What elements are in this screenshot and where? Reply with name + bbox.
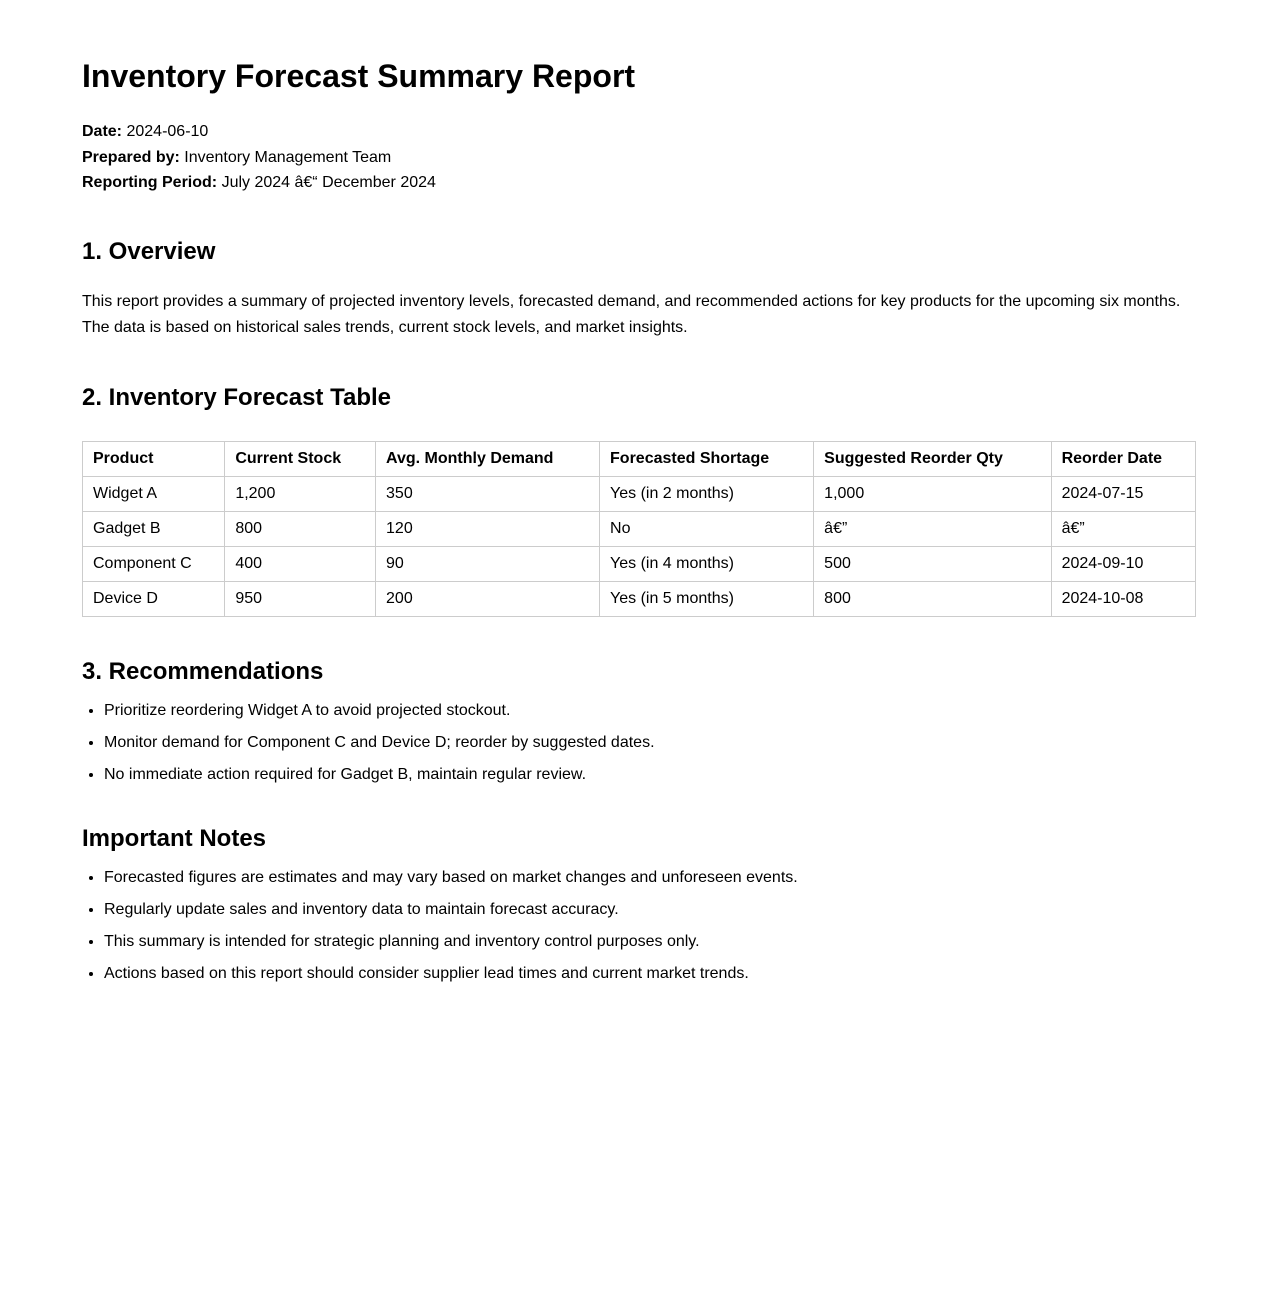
list-item: • Forecasted figures are estimates and may vary based on market changes and unforeseen events. <box>104 868 1196 888</box>
cell-current-stock: 400 <box>225 546 376 581</box>
cell-forecasted-shortage: No <box>600 511 814 546</box>
overview-text: This report provides a summary of projected inventory levels, forecasted demand, and recommended actions for key products for the upcoming six months. The data is based on historical sales trends, current stock levels, and market insights. <box>82 292 1181 336</box>
cell-current-stock: 1,200 <box>225 476 376 511</box>
table-row <box>83 476 1196 511</box>
meta-date-value: 2024-06-10 <box>126 123 209 140</box>
notes-list <box>82 868 1196 984</box>
notes-heading: Important Notes <box>82 824 267 852</box>
forecast-table-section <box>82 383 1196 617</box>
table-row <box>83 581 1196 616</box>
list-item: • No immediate action required for Gadget B, maintain regular review. <box>104 765 1196 785</box>
cell-suggested-reorder-qty: â€” <box>814 511 1051 546</box>
forecast-table-heading: 2. Inventory Forecast Table <box>82 383 391 411</box>
meta-date-label: Date: <box>82 123 123 140</box>
cell-current-stock: 800 <box>225 511 376 546</box>
cell-reorder-date: 2024-09-10 <box>1051 546 1195 581</box>
report-meta <box>82 119 1196 196</box>
column-header-avg-monthly-demand: Avg. Monthly Demand <box>376 441 600 476</box>
column-header-reorder-date: Reorder Date <box>1051 441 1195 476</box>
recommendations-section <box>82 657 1196 785</box>
cell-forecasted-shortage: Yes (in 2 months) <box>600 476 814 511</box>
cell-product: Device D <box>83 581 225 616</box>
cell-avg-monthly-demand: 90 <box>376 546 600 581</box>
recommendations-list <box>82 701 1196 785</box>
column-header-suggested-reorder-qty: Suggested Reorder Qty <box>814 441 1051 476</box>
recommendations-heading: 3. Recommendations <box>82 657 324 685</box>
table-header-row <box>83 441 1196 476</box>
list-item: • Actions based on this report should consider supplier lead times and current market trends. <box>104 964 1196 984</box>
cell-product: Widget A <box>83 476 225 511</box>
cell-suggested-reorder-qty: 800 <box>814 581 1051 616</box>
meta-prepared-by <box>82 145 1196 171</box>
cell-forecasted-shortage: Yes (in 5 months) <box>600 581 814 616</box>
cell-reorder-date: 2024-07-15 <box>1051 476 1195 511</box>
meta-reporting-period <box>82 170 1196 196</box>
overview-heading: 1. Overview <box>82 237 216 265</box>
meta-prepared-label: Prepared by: <box>82 148 180 166</box>
cell-avg-monthly-demand: 200 <box>376 581 600 616</box>
meta-date <box>82 119 1196 145</box>
list-item: • Regularly update sales and inventory data to maintain forecast accuracy. <box>104 900 1196 920</box>
meta-period-label: Reporting Period: <box>82 174 218 191</box>
table-row <box>83 511 1196 546</box>
cell-current-stock: 950 <box>225 581 376 616</box>
forecast-table <box>82 441 1196 617</box>
cell-reorder-date: 2024-10-08 <box>1051 581 1195 616</box>
list-item: • This summary is intended for strategic planning and inventory control purposes only. <box>104 932 1196 952</box>
cell-forecasted-shortage: Yes (in 4 months) <box>600 546 814 581</box>
cell-product: Component C <box>83 546 225 581</box>
cell-avg-monthly-demand: 350 <box>376 476 600 511</box>
cell-avg-monthly-demand: 120 <box>376 511 600 546</box>
table-row <box>83 546 1196 581</box>
page-title: Inventory Forecast Summary Report <box>82 58 636 94</box>
column-header-forecasted-shortage: Forecasted Shortage <box>600 441 814 476</box>
overview-section <box>82 237 1196 341</box>
column-header-current-stock: Current Stock <box>225 441 376 476</box>
cell-suggested-reorder-qty: 1,000 <box>814 476 1051 511</box>
column-header-product: Product <box>83 441 225 476</box>
cell-product: Gadget B <box>83 511 225 546</box>
meta-prepared-value: Inventory Management Team <box>184 148 392 166</box>
list-item: • Monitor demand for Component C and Device D; reorder by suggested dates. <box>104 733 1196 753</box>
cell-suggested-reorder-qty: 500 <box>814 546 1051 581</box>
cell-reorder-date: â€” <box>1051 511 1195 546</box>
meta-period-value: July 2024 â€“ December 2024 <box>221 174 436 191</box>
list-item: • Prioritize reordering Widget A to avoid projected stockout. <box>104 701 1196 721</box>
notes-section <box>82 824 1196 984</box>
